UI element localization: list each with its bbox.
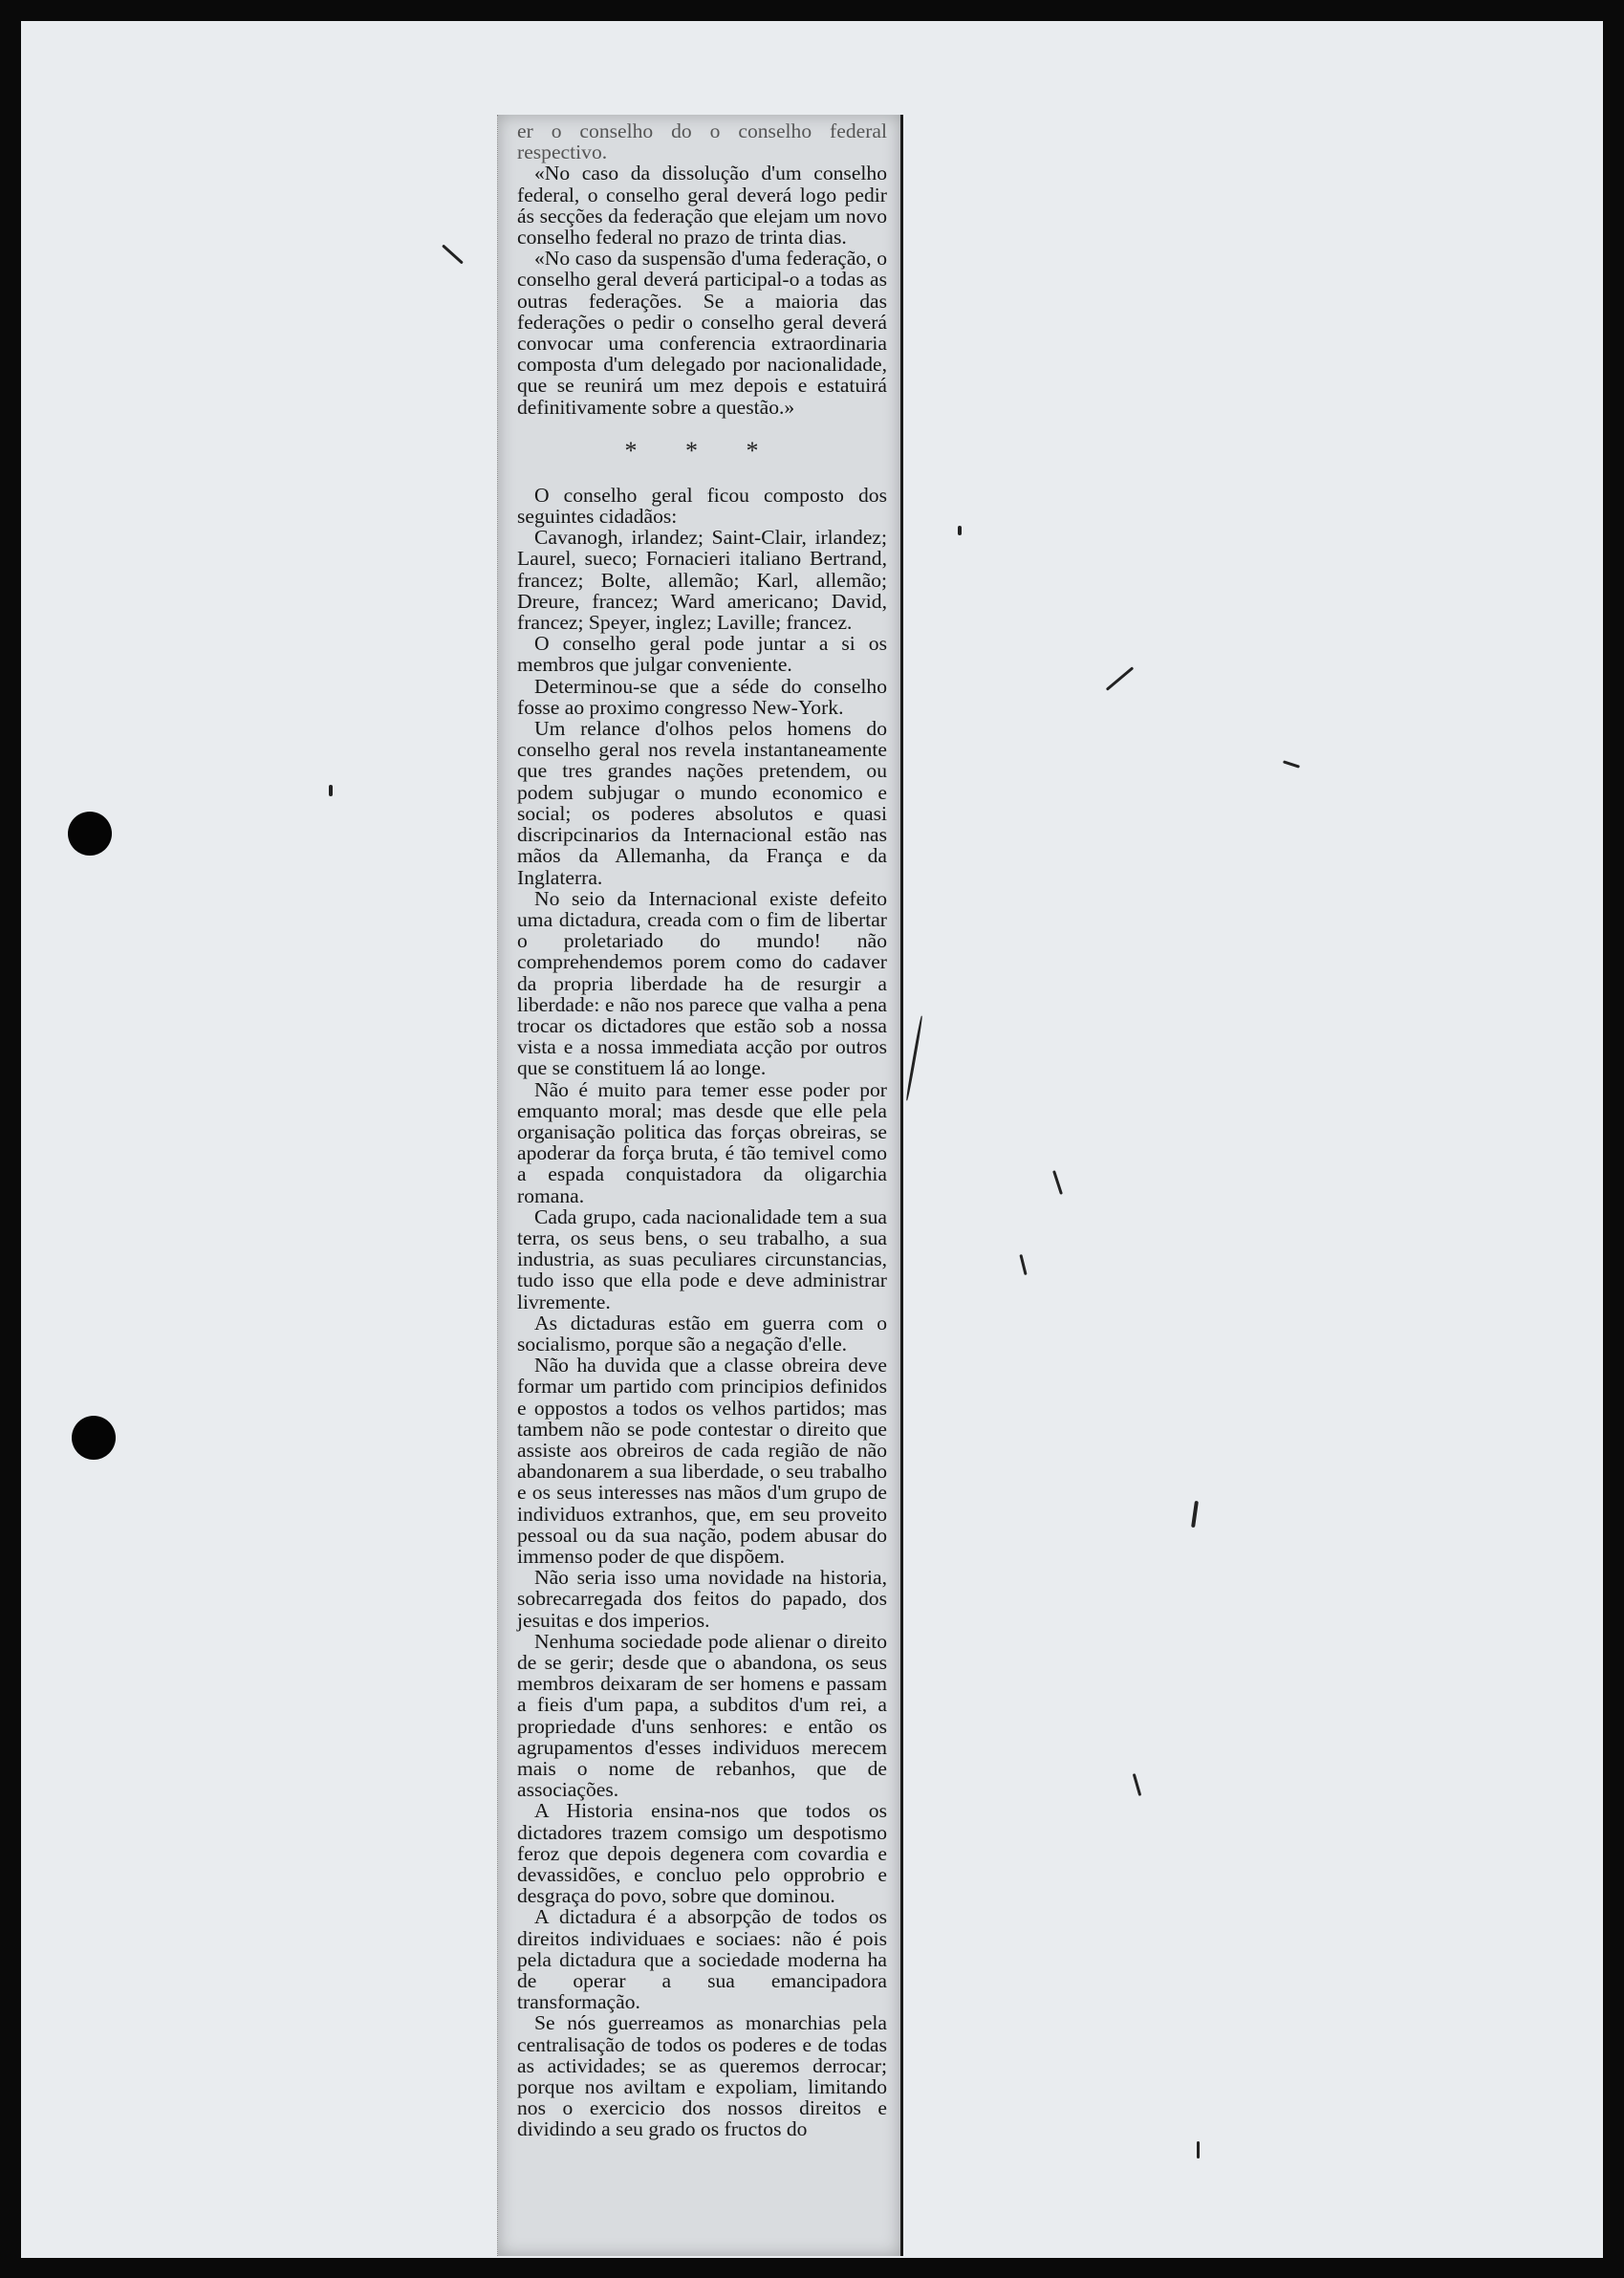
paragraph: No seio da Internacional existe defeito uma dictadura, creada com o fim de libertar o proletariado do mundo! não comprehendemos porem como do cadaver da propria liberdade ha de resurgir a liberdade: e não nos parece que valha a pena trocar os dictadores que estão sob a nossa vista e a nossa immediata acção por outros que se constituem lá ao longe. (517, 886, 887, 1080)
paragraph: As dictaduras estão em guerra com o socialismo, porque são a negação d'elle. (517, 1311, 887, 1356)
paragraph: Determinou-se que a séde do conselho fosse ao proximo congresso New-York. (517, 674, 887, 719)
pen-mark (1106, 666, 1135, 690)
pen-mark (1197, 2141, 1200, 2159)
pen-mark (329, 785, 333, 796)
pen-mark (1133, 1773, 1141, 1796)
punch-hole-top (68, 812, 112, 856)
newspaper-clipping (497, 115, 903, 2256)
section-divider: * * * (624, 436, 780, 465)
paragraph: «No caso da suspensão d'uma federação, o conselho geral deverá participal-o a todas as outras federações. Se a maioria das federações o pedir o conselho geral deverá convocar uma conferencia extraordinaria composta d'um delegado por nacionalidade, que se reunirá um mez depois e estatuirá definitivamente sobre a questão.» (517, 247, 887, 419)
paragraph: Nenhuma sociedade pode alienar o direito de se gerir; desde que o abandona, os seus membros deixaram de ser homens e passam a fieis d'um papa, a subditos d'um rei, a propriedade d'uns senhores: e então os agrupamentos d'esses individuos merecem mais o nome de rebanhos, que de associações. (517, 1629, 887, 1802)
pen-mark (958, 526, 962, 535)
paragraph: er o conselho do o conselho federal respectivo. (517, 119, 887, 164)
paragraph: Um relance d'olhos pelos homens do conselho geral nos revela instantaneamente que tres grandes nações pretendem, ou podem subjugar o mundo economico e social; os poderes absolutos e quasi discripcinarios da Internacional estão nas mãos da Allemanha, da França e da Inglaterra. (517, 717, 887, 889)
paragraph: Não seria isso uma novidade na historia, sobrecarregada dos feitos do papado, dos jesuitas e dos imperios. (517, 1566, 887, 1632)
pen-mark (1052, 1170, 1063, 1195)
paragraph: Se nós guerreamos as monarchias pela centralisação de todos os poderes e de todas as actividades; se as queremos derrocar; porque nos aviltam e expoliam, limitando nos o exercicio dos nossos direitos e dividindo a seu grado os fructos do (517, 2011, 887, 2141)
pen-mark (442, 245, 464, 265)
paragraph: Não ha duvida que a classe obreira deve formar um partido com principios definidos e oppostos a todos os velhos partidos; mas tambem não se pode contestar o direito que assiste aos obreiros de cada região de não abandonarem a sua liberdade, o seu trabalho e os seus interesses nas mãos d'um grupo de individuos extranhos, que, em seu proveito pessoal ou da sua nação, podem abusar do immenso poder de que dispõem. (517, 1354, 887, 1568)
paragraph: Cavanogh, irlandez; Saint-Clair, irlandez; Laurel, sueco; Fornacieri italiano Bertrand, francez; Bolte, allemão; Karl, allemão; Dreure, francez; Ward americano; David, francez; Speyer, inglez; Laville; francez. (517, 526, 887, 635)
paragraph: O conselho geral pode juntar a si os membros que julgar conveniente. (517, 632, 887, 677)
paragraph: A Historia ensina-nos que todos os dictadores trazem comsigo um despotismo feroz que depois degenera com covardia e devassidões, e concluo pelo opprobrio e desgraça do povo, sobre que dominou. (517, 1799, 887, 1908)
paragraph: Não é muito para temer esse poder por emquanto moral; mas desde que elle pela organisação politica das forças obreiras, se apoderar da força bruta, é tão temivel como a espada conquistadora da oligarchia romana. (517, 1077, 887, 1207)
punch-hole-bottom (72, 1416, 116, 1460)
pen-mark (1019, 1254, 1027, 1275)
pen-mark (1191, 1501, 1199, 1528)
paragraph: A dictadura é a absorpção de todos os direitos individuaes e sociaes: não é pois pela dictadura que a sociedade moderna ha de operar a sua emancipadora transformação. (517, 1905, 887, 2014)
paragraph: Cada grupo, cada nacionalidade tem a sua terra, os seus bens, o seu trabalho, a sua industria, as suas peculiares circunstancias, tudo isso que ella pode e deve administrar livremente. (517, 1204, 887, 1313)
pen-mark (1283, 760, 1300, 768)
paragraph: O conselho geral ficou composto dos seguintes cidadãos: (517, 483, 887, 529)
paragraph: «No caso da dissolução d'um conselho federal, o conselho geral deverá logo pedir ás secções da federação que elejam um novo conselho federal no prazo de trinta dias. (517, 162, 887, 249)
pen-mark (905, 1015, 923, 1100)
